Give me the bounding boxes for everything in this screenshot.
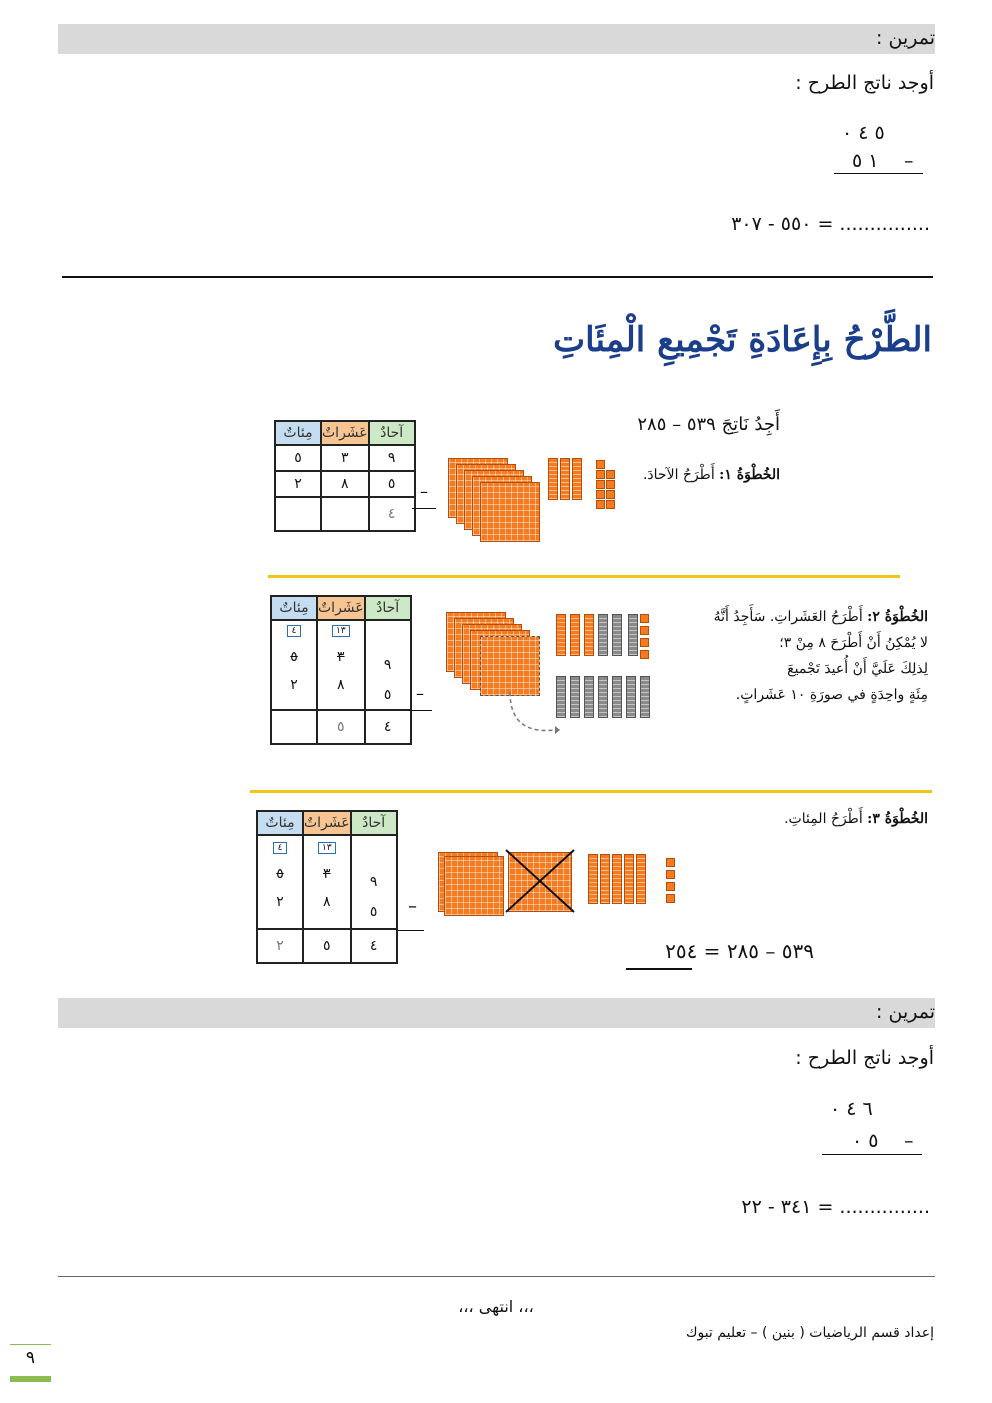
rod xyxy=(636,854,646,904)
regroup-box: ١٣ xyxy=(318,842,336,854)
crossed-digit: ٣ xyxy=(337,649,345,665)
unit xyxy=(606,500,615,509)
cell xyxy=(303,835,351,929)
unit xyxy=(596,500,605,509)
digit: ٥ xyxy=(383,687,392,703)
step3-desc: أَطْرَحُ المِئاتِ. xyxy=(784,811,863,827)
unit xyxy=(666,894,675,903)
rod xyxy=(548,458,558,500)
page-number: ٩ xyxy=(25,1348,36,1368)
unit xyxy=(606,470,615,479)
digit: ٢ xyxy=(276,894,284,910)
cell xyxy=(271,620,317,710)
cell: ٥ xyxy=(303,929,351,963)
cell: ٢ xyxy=(257,929,303,963)
crossed-digit: ٣ xyxy=(323,866,331,882)
step2-place-value-table xyxy=(270,595,412,745)
cell: ٩ xyxy=(369,445,415,471)
cell: ٥ xyxy=(275,445,321,471)
rod xyxy=(612,676,622,718)
rod xyxy=(598,676,608,718)
rod xyxy=(588,854,598,904)
step1-line xyxy=(412,508,436,509)
lesson-title: الطَّرْحُ بِإِعَادَةِ تَجْمِيعِ الْمِئَاتِ xyxy=(553,320,932,360)
step1-text xyxy=(643,462,780,488)
header-ones: آحادٌ xyxy=(369,421,415,445)
exercise-instruction: أوجد ناتج الطرح : xyxy=(795,72,934,94)
rod xyxy=(556,614,566,656)
unit xyxy=(596,470,605,479)
cell: ٢ xyxy=(275,471,321,497)
step2-line: أَطْرَحُ العَشَراتِ. سَأَجِدُ أَنَّهُ xyxy=(713,609,863,625)
flat-block xyxy=(480,636,540,696)
cell: ٥ xyxy=(369,471,415,497)
unit xyxy=(606,480,615,489)
cell xyxy=(351,835,397,929)
unit xyxy=(666,870,675,879)
sum-line xyxy=(834,173,923,174)
cell: ٣ xyxy=(321,445,369,471)
step2-line: مِئَةٍ واحِدَةٍ في صورَةِ ١٠ عَشَراتٍ. xyxy=(735,687,928,703)
unit xyxy=(640,638,649,647)
result-equation: ٥٣٩ – ٢٨٥ = ٢٥٤ xyxy=(665,939,814,963)
rod xyxy=(584,676,594,718)
unit xyxy=(596,480,605,489)
cell xyxy=(257,835,303,929)
exercise-band xyxy=(58,24,935,54)
unit xyxy=(596,460,605,469)
minus-sign: – xyxy=(904,1130,914,1152)
step2-label: الخُطْوَةُ ٢: xyxy=(867,609,928,625)
flat-block xyxy=(480,482,540,542)
cell: ٤ xyxy=(369,497,415,531)
step1-place-value-table xyxy=(274,420,416,532)
header-ones: آحادٌ xyxy=(351,811,397,835)
result-underline xyxy=(626,968,692,970)
cell xyxy=(321,497,369,531)
step-divider xyxy=(250,790,932,793)
page-number-rule xyxy=(10,1344,51,1345)
step1-label: الخُطْوَةُ ١: xyxy=(719,467,780,483)
step2-line-rule xyxy=(408,710,432,711)
sum-line xyxy=(822,1154,922,1155)
rod xyxy=(584,614,594,656)
digit: ٩ xyxy=(369,874,378,890)
rod xyxy=(612,854,622,904)
header-tens: عَشَراتٌ xyxy=(321,421,369,445)
crossed-digit: ٥ xyxy=(290,649,298,665)
digit: ٥ xyxy=(369,904,378,920)
lesson-question: أَجِدُ نَاتِجَ ٥٣٩ – ٢٨٥ xyxy=(637,414,780,435)
step3-place-value-table xyxy=(256,810,398,964)
top-number: ٥ ٤ ٠ xyxy=(842,122,885,144)
step2-line: لِذلِكَ عَلَيَّ أَنْ أُعيدَ تَجْميعَ xyxy=(787,661,928,677)
regroup-box: ٤ xyxy=(287,625,301,637)
unit xyxy=(596,490,605,499)
step3-minus: – xyxy=(408,896,417,917)
rod xyxy=(570,676,580,718)
bottom-number: ١ ٥ xyxy=(852,150,879,172)
header-tens: عَشَراتٌ xyxy=(303,811,351,835)
rod xyxy=(640,676,650,718)
credit-text: إعداد قسم الرياضيات ( بنين ) – تعليم تبوك xyxy=(685,1325,934,1341)
step2-text xyxy=(638,604,928,708)
step-divider xyxy=(268,575,900,578)
section-divider xyxy=(62,276,933,278)
top-number: ٦ ٤ ٠ xyxy=(830,1098,873,1120)
header-ones: آحادٌ xyxy=(365,596,411,620)
step3-text xyxy=(784,806,928,832)
page-number-bar xyxy=(10,1376,51,1382)
step1-desc: أَطْرَحُ الآحادَ. xyxy=(642,467,715,483)
header-hundreds: مِئاتٌ xyxy=(275,421,321,445)
header-hundreds: مِئاتٌ xyxy=(257,811,303,835)
unit xyxy=(606,490,615,499)
end-text: ،،، انتهى ،،، xyxy=(458,1297,534,1316)
equation: ٥٥٠ - ٣٠٧ = ............... xyxy=(731,213,930,235)
regroup-box: ٤ xyxy=(273,842,287,854)
cell: ٨ xyxy=(321,471,369,497)
header-hundreds: مِئاتٌ xyxy=(271,596,317,620)
rod xyxy=(626,676,636,718)
cross-out-mark xyxy=(504,848,576,914)
cell xyxy=(271,710,317,744)
unit xyxy=(640,614,649,623)
header-tens: عَشَراتٌ xyxy=(317,596,365,620)
exercise-label: تمرين : xyxy=(876,27,935,49)
rod xyxy=(612,614,622,656)
unit xyxy=(640,626,649,635)
rod xyxy=(628,614,638,656)
digit: ٨ xyxy=(337,677,345,693)
crossed-digit: ٥ xyxy=(276,866,284,882)
cell xyxy=(317,620,365,710)
flat-block xyxy=(444,856,504,916)
cell: ٤ xyxy=(365,710,411,744)
exercise-label: تمرين : xyxy=(876,1001,935,1023)
regroup-box: ١٣ xyxy=(332,625,350,637)
rod xyxy=(556,676,566,718)
step1-minus: – xyxy=(420,482,428,501)
rod xyxy=(598,614,608,656)
digit: ٨ xyxy=(323,894,331,910)
unit xyxy=(666,858,675,867)
step2-line: لا يُمْكِنُ أَنْ أَطْرَحَ ٨ مِنْ ٣؛ xyxy=(779,635,928,651)
bottom-number: ٥ ٠ xyxy=(852,1130,879,1152)
equation: ٣٤١ - ٢٢ = ............... xyxy=(741,1196,930,1218)
exercise-band xyxy=(58,998,935,1028)
cell xyxy=(275,497,321,531)
exercise-instruction: أوجد ناتج الطرح : xyxy=(795,1047,934,1069)
step3-line-rule xyxy=(398,930,424,931)
cell xyxy=(365,620,411,710)
rod xyxy=(570,614,580,656)
rod xyxy=(624,854,634,904)
step3-label: الخُطْوَةُ ٣: xyxy=(867,811,928,827)
regroup-arrow xyxy=(500,690,560,740)
footer-divider xyxy=(58,1276,935,1277)
minus-sign: – xyxy=(904,150,914,172)
unit xyxy=(640,650,649,659)
digit: ٢ xyxy=(290,677,298,693)
rod xyxy=(560,458,570,500)
unit xyxy=(666,882,675,891)
rod xyxy=(600,854,610,904)
cell: ٤ xyxy=(351,929,397,963)
digit: ٩ xyxy=(383,657,392,673)
cell: ٥ xyxy=(317,710,365,744)
step2-minus: – xyxy=(416,684,424,703)
rod xyxy=(572,458,582,500)
